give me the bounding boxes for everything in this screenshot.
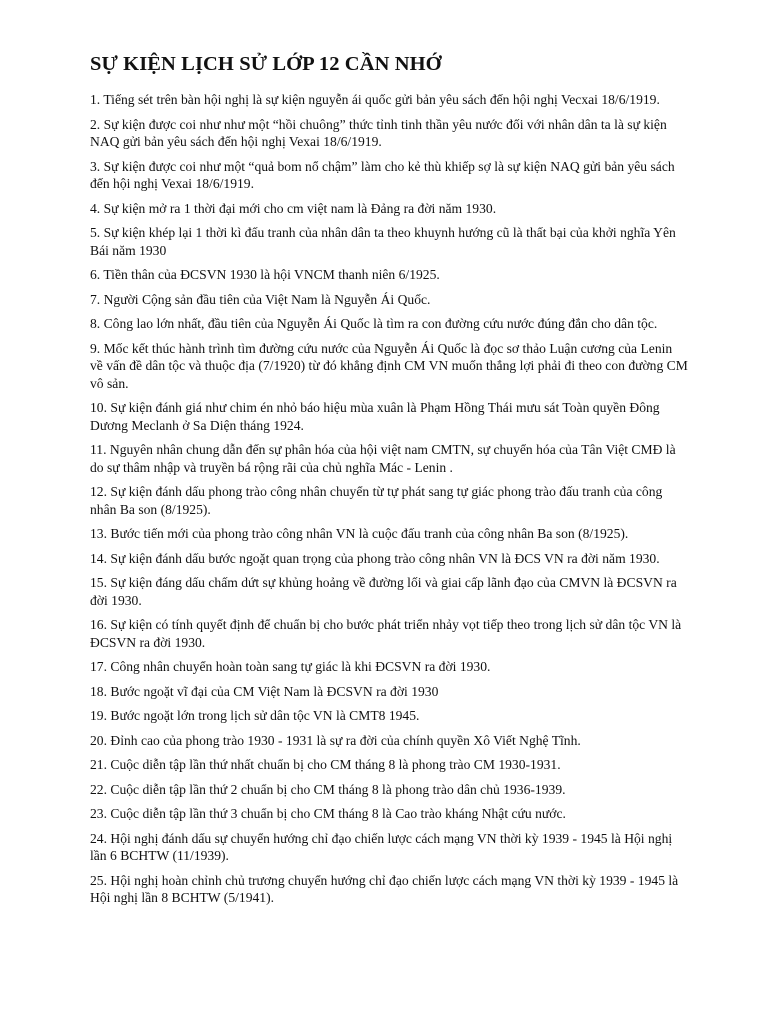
list-item: 14. Sự kiện đánh dấu bước ngoặt quan trọng của phong trào công nhân VN là ĐCS VN ra đời năm 1930. xyxy=(90,550,660,566)
list-item: 17. Công nhân chuyển hoàn toàn sang tự giác là khi ĐCSVN ra đời 1930. xyxy=(90,659,491,674)
event-list xyxy=(90,91,688,907)
list-item: 20. Đỉnh cao của phong trào 1930 - 1931 là sự ra đời của chính quyền Xô Viết Nghệ Tĩnh. xyxy=(90,732,581,748)
list-item: 22. Cuộc diễn tập lần thứ 2 chuẩn bị cho CM tháng 8 là phong trào dân chủ 1936-1939. xyxy=(90,781,566,797)
list-item: 3. Sự kiện được coi như một “quả bom nổ chậm” làm cho kẻ thù khiếp sợ là sự kiện NAQ gửi bản yêu sách đến hội nghị Vexai 18/6/1919. xyxy=(90,158,675,191)
document-title: SỰ KIỆN LỊCH SỬ LỚP 12 CẦN NHỚ xyxy=(90,53,442,75)
list-item: 12. Sự kiện đánh dấu phong trào công nhân chuyển từ tự phát sang tự giác phong trào đấu tranh của công nhân Ba son (8/1925). xyxy=(90,484,663,517)
list-item: 8. Công lao lớn nhất, đầu tiên của Nguyễn Ái Quốc là tìm ra con đường cứu nước đúng đắn cho dân tộc. xyxy=(90,316,658,331)
list-item: 25. Hội nghị hoàn chỉnh chủ trương chuyển hướng chỉ đạo chiến lược cách mạng VN thời kỳ 1939 - 1945 là Hội nghị lần 8 BCHTW (5/1941). xyxy=(90,872,679,905)
list-item: 1. Tiếng sét trên bàn hội nghị là sự kiện nguyễn ái quốc gửi bản yêu sách đến hội nghị Vecxai 18/6/1919. xyxy=(90,92,660,107)
list-item: 7. Người Cộng sản đầu tiên của Việt Nam là Nguyễn Ái Quốc. xyxy=(90,291,431,307)
list-item: 24. Hội nghị đánh dấu sự chuyển hướng chỉ đạo chiến lược cách mạng VN thời kỳ 1939 - 1945 là Hội nghị lần 6 BCHTW (11/1939). xyxy=(90,830,673,863)
list-item: 16. Sự kiện có tính quyết định để chuẩn bị cho bước phát triển nhảy vọt tiếp theo trong lịch sử dân tộc VN là ĐCSVN ra đời 1930. xyxy=(90,617,682,650)
list-item: 2. Sự kiện được coi như như một “hồi chuông” thức tỉnh tinh thần yêu nước đối với nhân dân ta là sự kiện NAQ gửi bản yêu sách đến hội nghị Vexai 18/6/1919. xyxy=(90,116,667,149)
list-item: 15. Sự kiện đáng dấu chấm dứt sự khủng hoảng về đường lối và giai cấp lãnh đạo của CMVN là ĐCSVN ra đời 1930. xyxy=(90,575,677,608)
list-item: 10. Sự kiện đánh giá như chim én nhỏ báo hiệu mùa xuân là Phạm Hồng Thái mưu sát Toàn quyền Đông Dương Meclanh ở Sa Diện tháng 1924. xyxy=(90,400,660,433)
list-item: 23. Cuộc diễn tập lần thứ 3 chuẩn bị cho CM tháng 8 là Cao trào kháng Nhật cứu nước. xyxy=(90,806,566,821)
list-item: 11. Nguyên nhân chung dẫn đến sự phân hóa của hội việt nam CMTN, sự chuyển hóa của Tân Việt CMĐ là do sự thâm nhập và truyền bá rộng rãi của chủ nghĩa Mác - Lenin . xyxy=(90,442,676,475)
list-item: 18. Bước ngoặt vĩ đại của CM Việt Nam là ĐCSVN ra đời 1930 xyxy=(90,683,439,699)
list-item: 5. Sự kiện khép lại 1 thời kì đấu tranh của nhân dân ta theo khuynh hướng cũ là thất bại của khởi nghĩa Yên Bái năm 1930 xyxy=(90,225,676,258)
list-item: 21. Cuộc diễn tập lần thứ nhất chuẩn bị cho CM tháng 8 là phong trào CM 1930-1931. xyxy=(90,757,561,772)
list-item: 9. Mốc kết thúc hành trình tìm đường cứu nước của Nguyễn Ái Quốc là đọc sơ thảo Luận cương của Lenin về vấn đề dân tộc và thuộc địa (7/1920) từ đó khẳng định CM VN muốn thắng lợi phải đi theo con đường CM vô sản. xyxy=(90,340,688,391)
list-item: 4. Sự kiện mở ra 1 thời đại mới cho cm việt nam là Đảng ra đời năm 1930. xyxy=(90,200,497,216)
list-item: 6. Tiền thân của ĐCSVN 1930 là hội VNCM thanh niên 6/1925. xyxy=(90,267,440,282)
list-item: 19. Bước ngoặt lớn trong lịch sử dân tộc VN là CMT8 1945. xyxy=(90,708,420,723)
list-item: 13. Bước tiến mới của phong trào công nhân VN là cuộc đấu tranh của công nhân Ba son (8/1925). xyxy=(90,526,629,541)
